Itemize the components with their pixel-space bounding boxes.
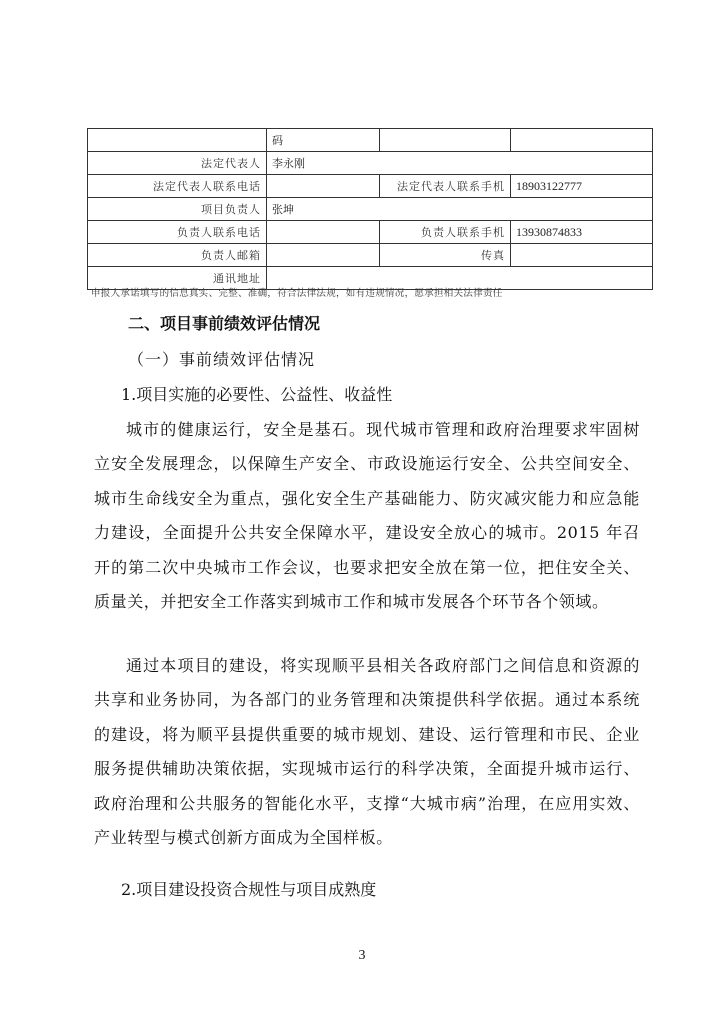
fax-label: 传真 [380, 244, 511, 267]
page-number: 3 [358, 948, 366, 963]
table-cell [511, 129, 653, 152]
section-heading: 二、项目事前绩效评估情况 [128, 314, 321, 333]
legal-rep-phone-label: 法定代表人联系电话 [88, 175, 267, 198]
applicant-info-table [87, 128, 653, 290]
table-cell: 码 [267, 129, 380, 152]
paragraph-1: 城市的健康运行，安全是基石。现代城市管理和政府治理要求牢固树立安全发展理念，以保障生产安全、市政设施运行安全、公共空间安全、城市生命线安全为重点，强化安全生产基础能力、防灾减灾能力和应急能力建设，全面提升公共安全保障水平，建设安全放心的城市。2015 年召开的第二次中央城市工作会议，也要求把安全放在第一位，把住安全关、质量关，并把安全工作落实到城市工作和城市发展各个环节各个领域。 [94, 420, 640, 612]
item1-heading: 1.项目实施的必要性、公益性、收益性 [121, 385, 393, 404]
project-lead-value: 张坤 [267, 198, 653, 221]
legal-rep-value: 李永刚 [267, 152, 653, 175]
lead-mobile-label: 负责人联系手机 [380, 221, 511, 244]
lead-email-value [267, 244, 380, 267]
paragraph-2: 通过本项目的建设，将实现顺平县相关各政府部门之间信息和资源的共享和业务协同，为各部门的业务管理和决策提供科学依据。通过本系统的建设，将为顺平县提供重要的城市规划、建设、运行管理和市民、企业服务提供辅助决策依据，实现城市运行的科学决策，全面提升城市运行、政府治理和公共服务的智能化水平，支撑“大城市病”治理，在应用实效、产业转型与模式创新方面成为全国样板。 [94, 656, 640, 848]
table-row [88, 221, 653, 244]
legal-rep-mobile-label: 法定代表人联系手机 [380, 175, 511, 198]
item2-heading: 2.项目建设投资合规性与项目成熟度 [121, 880, 377, 899]
legal-rep-label: 法定代表人 [88, 152, 267, 175]
lead-mobile-value: 13930874833 [511, 221, 653, 244]
table-row [88, 175, 653, 198]
fax-value [511, 244, 653, 267]
legal-rep-phone-value [267, 175, 380, 198]
legal-rep-mobile-value: 18903122777 [511, 175, 653, 198]
table-row [88, 198, 653, 221]
table-cell [380, 129, 511, 152]
table-row [88, 244, 653, 267]
lead-phone-label: 负责人联系电话 [88, 221, 267, 244]
address-label: 通讯地址 [88, 267, 267, 290]
lead-phone-value [267, 221, 380, 244]
project-lead-label: 项目负责人 [88, 198, 267, 221]
table-cell [88, 129, 267, 152]
table-row [88, 129, 653, 152]
subsection-heading: （一）事前绩效评估情况 [128, 350, 316, 369]
commitment-note: 申报人承诺填写的信息真实、完整、准确，符合法律法规，如有违规情况，愿承担相关法律责任 [91, 288, 503, 299]
table-row [88, 152, 653, 175]
lead-email-label: 负责人邮箱 [88, 244, 267, 267]
